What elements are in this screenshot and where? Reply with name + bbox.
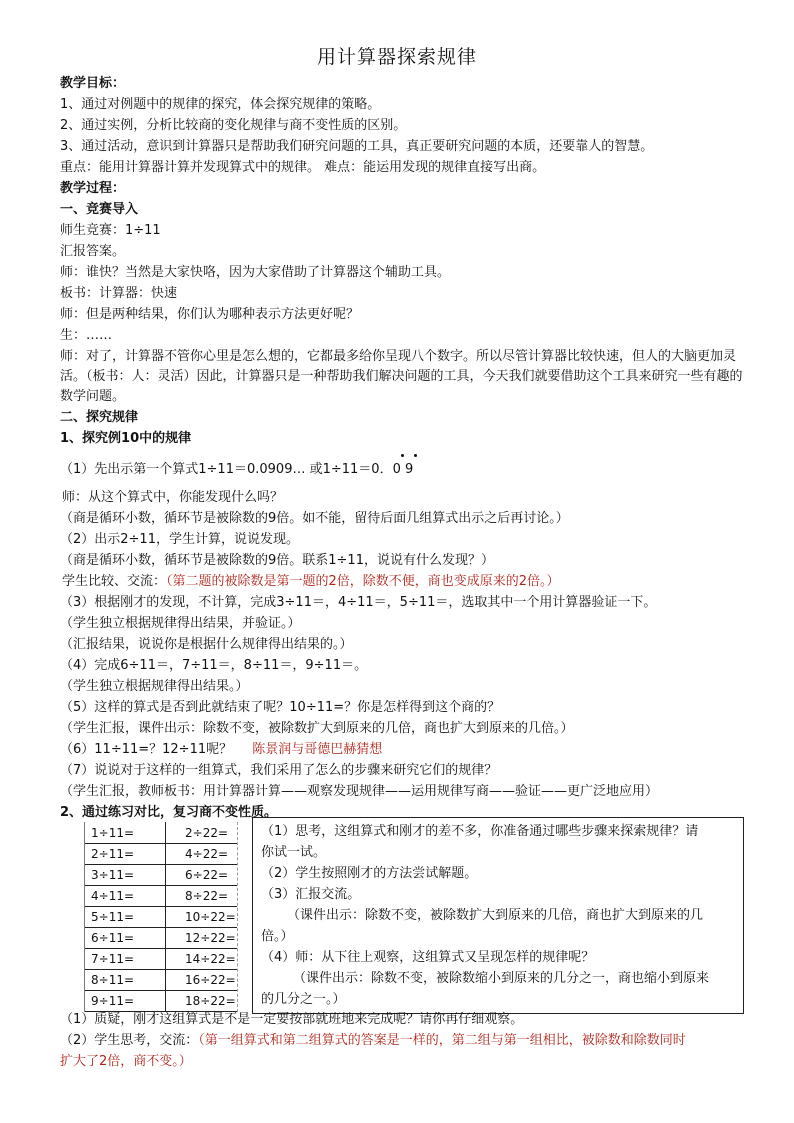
table-row [85, 822, 237, 844]
cell: 8÷22= [185, 889, 229, 903]
goal-1: 1、通过对例题中的规律的探究，体会探究规律的策略。 [60, 97, 381, 112]
box-line: 倍。） [261, 929, 294, 944]
paragraph: （商是循环小数，循环节是被除数的9倍。联系1÷11，说说有什么发现？） [60, 553, 494, 568]
heading-process: 教学过程： [60, 181, 126, 196]
repeat-dot-icon [414, 454, 417, 457]
cell: 16÷22= [185, 973, 236, 987]
subsection-1-heading: 1、探究例10中的规律 [60, 431, 192, 446]
box-line: （2）学生按照刚才的方法尝试解题。 [261, 866, 478, 881]
paragraph: 师：谁快？当然是大家快咯，因为大家借助了计算器这个辅助工具。 [60, 265, 451, 280]
paragraph: 师：但是两种结果，你们认为哪种表示方法更好呢？ [60, 307, 360, 322]
repeat-dot-icon [401, 454, 404, 457]
table-row [85, 843, 237, 865]
follow-up-label: （2）学生思考，交流： [60, 1033, 199, 1048]
cell: 1÷11= [91, 826, 135, 840]
cell: 6÷22= [185, 868, 229, 882]
highlight-text: 扩大了2倍，商不变。） [60, 1054, 192, 1069]
highlight-text: （第一组算式和第二组算式的答案是一样的，第二组与第一组相比，被除数和除数同时 [198, 1033, 686, 1048]
paragraph: （商是循环小数，循环节是被除数的9倍。如不能，留待后面几组算式出示之后再讨论。） [60, 511, 569, 526]
goal-2: 2、通过实例，分析比较商的变化规律与商不变性质的区别。 [60, 118, 407, 133]
highlight-text: （第二题的被除数是第一题的2倍，除数不便，商也变成原来的2倍。） [166, 574, 560, 589]
table-row [85, 864, 237, 886]
section-2-heading: 二、探究规律 [60, 410, 139, 425]
paragraph: 汇报答案。 [60, 244, 126, 259]
table-row [85, 927, 237, 949]
paragraph: 生：…… [60, 328, 113, 343]
follow-up-1: （1）质疑，刚才这组算式是不是一定要按部就班地来完成呢？请你再仔细观察。 [60, 1012, 524, 1027]
follow-up-2 [60, 1031, 686, 1051]
question-4: （4）完成6÷11＝，7÷11＝，8÷11＝，9÷11＝。 [60, 658, 368, 673]
question-3: （3）根据刚才的发现，不计算，完成3÷11＝，4÷11＝，5÷11＝，选取其中一个用计算器验证一下。 [60, 595, 657, 610]
paragraph: 师生竞赛：1÷11 [60, 223, 161, 238]
cell: 4÷22= [185, 847, 229, 861]
cell: 2÷11= [91, 847, 135, 861]
paragraph: 板书：计算器：快速 [60, 286, 178, 301]
question-5: （5）这样的算式是否到此就结束了呢？10÷11=？你是怎样得到这个商的？ [60, 700, 501, 715]
box-line: （课件出示：除数不变，被除数扩大到原来的几倍，商也扩大到原来的几 [287, 908, 704, 923]
calculation-table [84, 822, 238, 1012]
cell: 12÷22= [185, 931, 236, 945]
question-7: （7）说说对于这样的一组算式，我们采用了怎么的步骤来研究它们的规律？ [60, 763, 498, 778]
table-row [85, 969, 237, 991]
paragraph: （学生独立根据规律得出结果，并验证。） [60, 616, 301, 631]
paragraph: （学生独立根据规律得出结果。） [60, 679, 249, 694]
subsection-2-heading: 2、通过练习对比，复习商不变性质。 [60, 805, 278, 820]
question-6-text: （6）11÷11=？12÷11呢？ [60, 742, 237, 757]
paragraph: 师：对了，计算器不管你心里是怎么想的，它都最多给你呈现八个数字。所以尽管计算器比较快速，但人的大脑更加灵活。（板书：人：灵活）因此，计算器只是一种帮助我们解决问题的工具，今天我们就要借助这个工具来研究一些有趣的数学问题。 [60, 349, 743, 404]
question-1: （1）先出示第一个算式1÷11＝0.0909… 或1÷11＝0．0 9 [60, 462, 414, 477]
exercise-textbox [252, 817, 744, 1014]
table-row [85, 990, 237, 1012]
cell: 9÷11= [91, 994, 135, 1008]
highlight-text: 陈景润与哥德巴赫猜想 [252, 742, 383, 757]
cell: 8÷11= [91, 973, 135, 987]
goal-3: 3、通过活动，意识到计算器只是帮助我们研究问题的工具，真正要研究问题的本质，还要靠人的智慧。 [60, 139, 654, 154]
paragraph: （汇报结果，说说你是根据什么规律得出结果的。） [60, 637, 353, 652]
question-6 [60, 740, 382, 760]
question-2: （2）出示2÷11，学生计算，说说发现。 [60, 532, 299, 547]
heading-goals: 教学目标： [60, 76, 126, 91]
cell: 5÷11= [91, 910, 135, 924]
paragraph: 师：从这个算式中，你能发现什么吗？ [62, 490, 284, 505]
cell: 2÷22= [185, 826, 229, 840]
table-row [85, 948, 237, 970]
box-line: 你试一试。 [261, 845, 327, 860]
cell: 7÷11= [91, 952, 135, 966]
cell: 18÷22= [185, 994, 236, 1008]
cell: 14÷22= [185, 952, 236, 966]
page-title: 用计算器探索规律 [316, 46, 477, 68]
discussion-label: 学生比较、交流： [62, 574, 167, 589]
cell: 3÷11= [91, 868, 135, 882]
section-1-heading: 一、竞赛导入 [60, 202, 139, 217]
box-line: （4）师：从下往上观察，这组算式又呈现怎样的规律呢？ [261, 950, 595, 965]
cell: 6÷11= [91, 931, 135, 945]
box-line: （1）思考，这组算式和刚才的差不多，你准备通过哪些步骤来探索规律？请 [261, 824, 699, 839]
cell: 4÷11= [91, 889, 135, 903]
paragraph: （学生汇报，教师板书：用计算器计算——观察发现规律——运用规律写商——验证——更广泛地应用） [60, 784, 659, 799]
paragraph [62, 572, 560, 592]
box-line: 的几分之一。） [261, 992, 346, 1007]
table-row [85, 906, 237, 928]
box-line: （3）汇报交流。 [261, 887, 361, 902]
box-line: （课件出示：除数不变，被除数缩小到原来的几分之一，商也缩小到原来 [293, 971, 710, 986]
key-points: 重点：能用计算器计算并发现算式中的规律。 难点：能运用发现的规律直接写出商。 [60, 160, 546, 175]
paragraph: （学生汇报，课件出示：除数不变，被除数扩大到原来的几倍，商也扩大到原来的几倍。） [60, 721, 574, 736]
cell: 10÷22= [185, 910, 236, 924]
table-row [85, 885, 237, 907]
